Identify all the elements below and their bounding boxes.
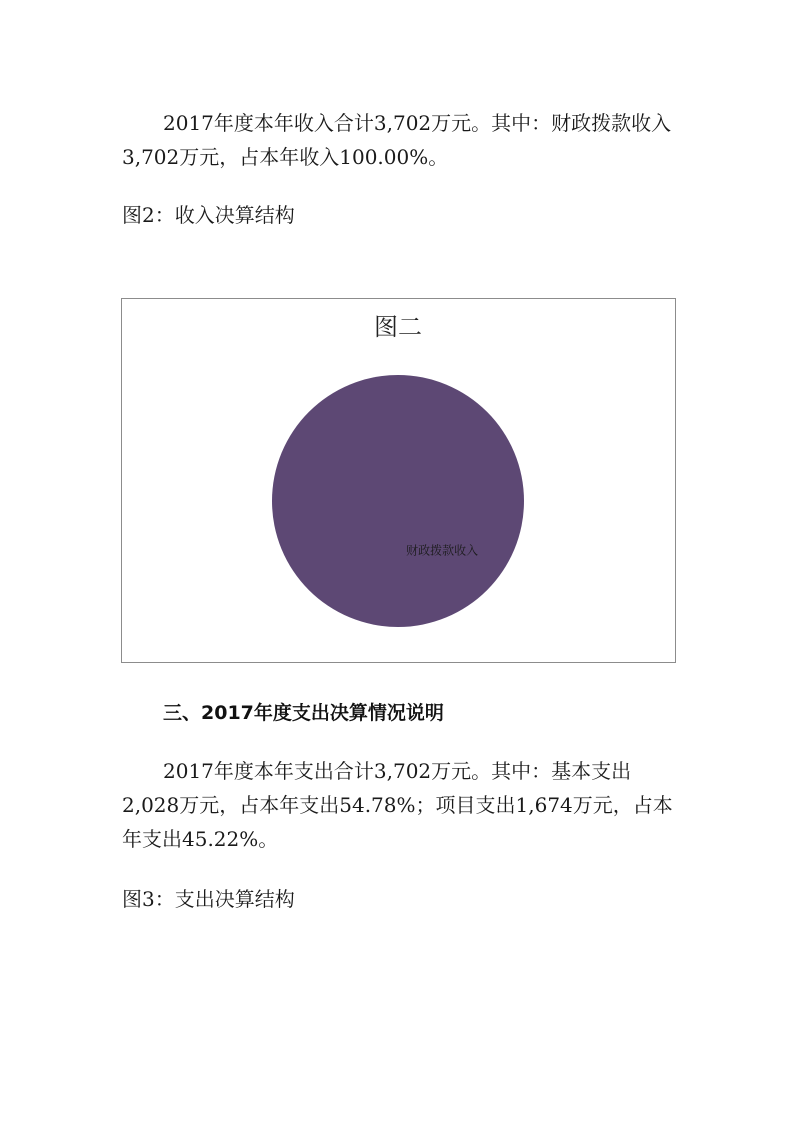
income-paragraph: 2017年度本年收入合计3,702万元。其中：财政拨款收入3,702万元，占本年收入100.00%。 <box>122 111 672 169</box>
chart-title: 图二 <box>374 313 422 341</box>
pie-slice <box>272 375 524 627</box>
section3-heading: 三、2017年度支出决算情况说明 <box>163 702 444 724</box>
income-pie-chart <box>121 298 676 663</box>
figure2-caption: 图2：收入决算结构 <box>122 203 295 227</box>
pie-slice-label: 财政拨款收入 <box>406 543 479 558</box>
figure3-caption: 图3：支出决算结构 <box>122 887 295 911</box>
expense-paragraph: 2017年度本年支出合计3,702万元。其中：基本支出2,028万元，占本年支出54.78%；项目支出1,674万元，占本年支出45.22%。 <box>122 759 673 851</box>
pie-chart-svg <box>122 299 675 662</box>
